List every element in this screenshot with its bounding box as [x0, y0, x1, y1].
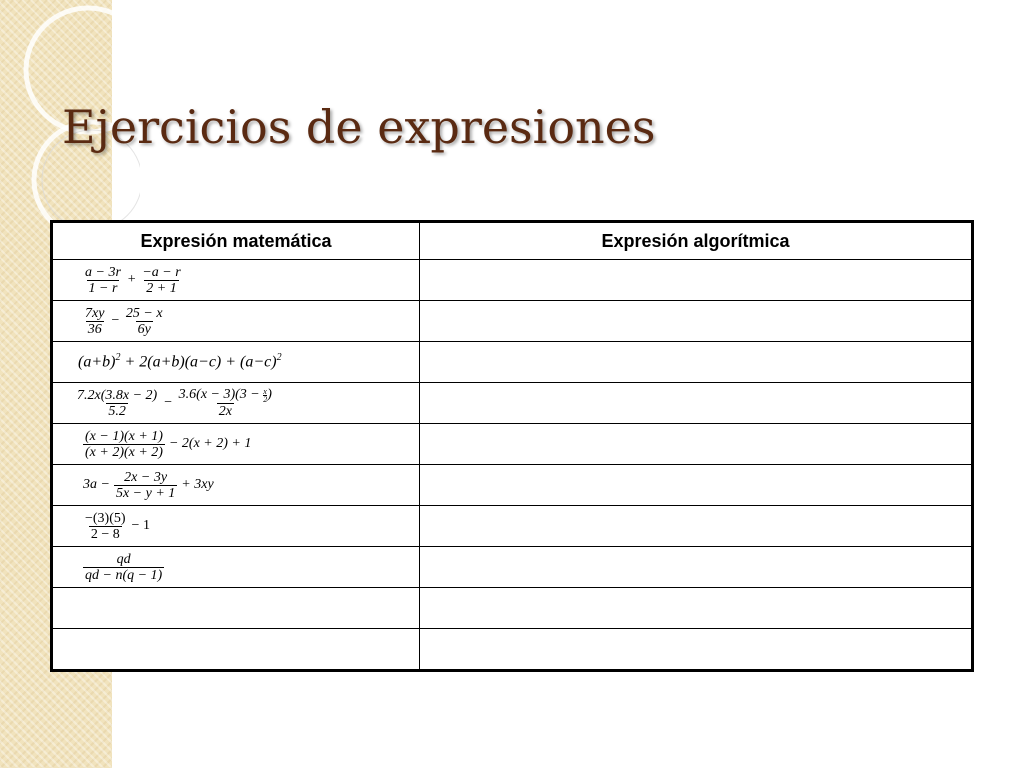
expressions-table	[50, 220, 974, 672]
table-row	[52, 260, 973, 301]
math-expression-cell	[52, 547, 420, 588]
math-expression-cell	[52, 260, 420, 301]
table-row	[52, 506, 973, 547]
math-expression-1: $\frac{a - 3r}{1 - r}$ + $\frac{-a - r}{2 + 1}$	[85, 264, 181, 296]
header-algorithmic-expression: Expresión algorítmica	[420, 222, 973, 260]
slide-title: Ejercicios de expresiones	[62, 100, 656, 154]
algorithmic-expression-cell[interactable]	[420, 588, 973, 629]
math-expression-cell	[52, 424, 420, 465]
math-expression-6: 3a − $\frac{2x - 3y}{5x - y + 1}$ + 3xy	[83, 469, 214, 501]
algorithmic-expression-cell[interactable]	[420, 342, 973, 383]
table-row	[52, 588, 973, 629]
table-row	[52, 424, 973, 465]
math-expression-cell	[52, 506, 420, 547]
table-row	[52, 342, 973, 383]
algorithmic-expression-cell[interactable]	[420, 260, 973, 301]
algorithmic-expression-cell[interactable]	[420, 506, 973, 547]
algorithmic-expression-cell[interactable]	[420, 465, 973, 506]
table-row	[52, 383, 973, 424]
math-expression-cell	[52, 629, 420, 671]
math-expression-7: $\frac{-(3)(5)}{2 - 8}$ − 1	[85, 510, 150, 542]
algorithmic-expression-cell[interactable]	[420, 383, 973, 424]
math-expression-cell	[52, 383, 420, 424]
math-expression-cell	[52, 301, 420, 342]
math-expression-5: $\frac{(x - 1)(x + 1)}{(x + 2)(x + 2)}$ − 2(x + 2) + 1	[85, 428, 252, 460]
table-row	[52, 547, 973, 588]
table-header-row	[52, 222, 973, 260]
math-expression-2: $\frac{7xy}{36}$ − $\frac{25 - x}{6y}$	[85, 305, 163, 337]
algorithmic-expression-cell[interactable]	[420, 629, 973, 671]
algorithmic-expression-cell[interactable]	[420, 424, 973, 465]
table-row	[52, 629, 973, 671]
math-expression-cell	[52, 588, 420, 629]
math-expression-4: $\frac{7.2x(3.8x - 2)}{5.2}$ − 3.6(x − 3)(3 − $\frac{x}{2}$ ) 2x	[77, 386, 272, 419]
algorithmic-expression-cell[interactable]	[420, 547, 973, 588]
math-expression-cell	[52, 342, 420, 383]
table-row	[52, 301, 973, 342]
math-expression-8: $\frac{qd}{qd - n(q - 1)}$	[85, 551, 163, 583]
table-row	[52, 465, 973, 506]
algorithmic-expression-cell[interactable]	[420, 301, 973, 342]
header-math-expression: Expresión matemática	[52, 222, 420, 260]
math-expression-3: $(a+b)^2 + 2(a+b)(a-c) + (a-c)^2$	[78, 352, 282, 371]
math-expression-cell	[52, 465, 420, 506]
